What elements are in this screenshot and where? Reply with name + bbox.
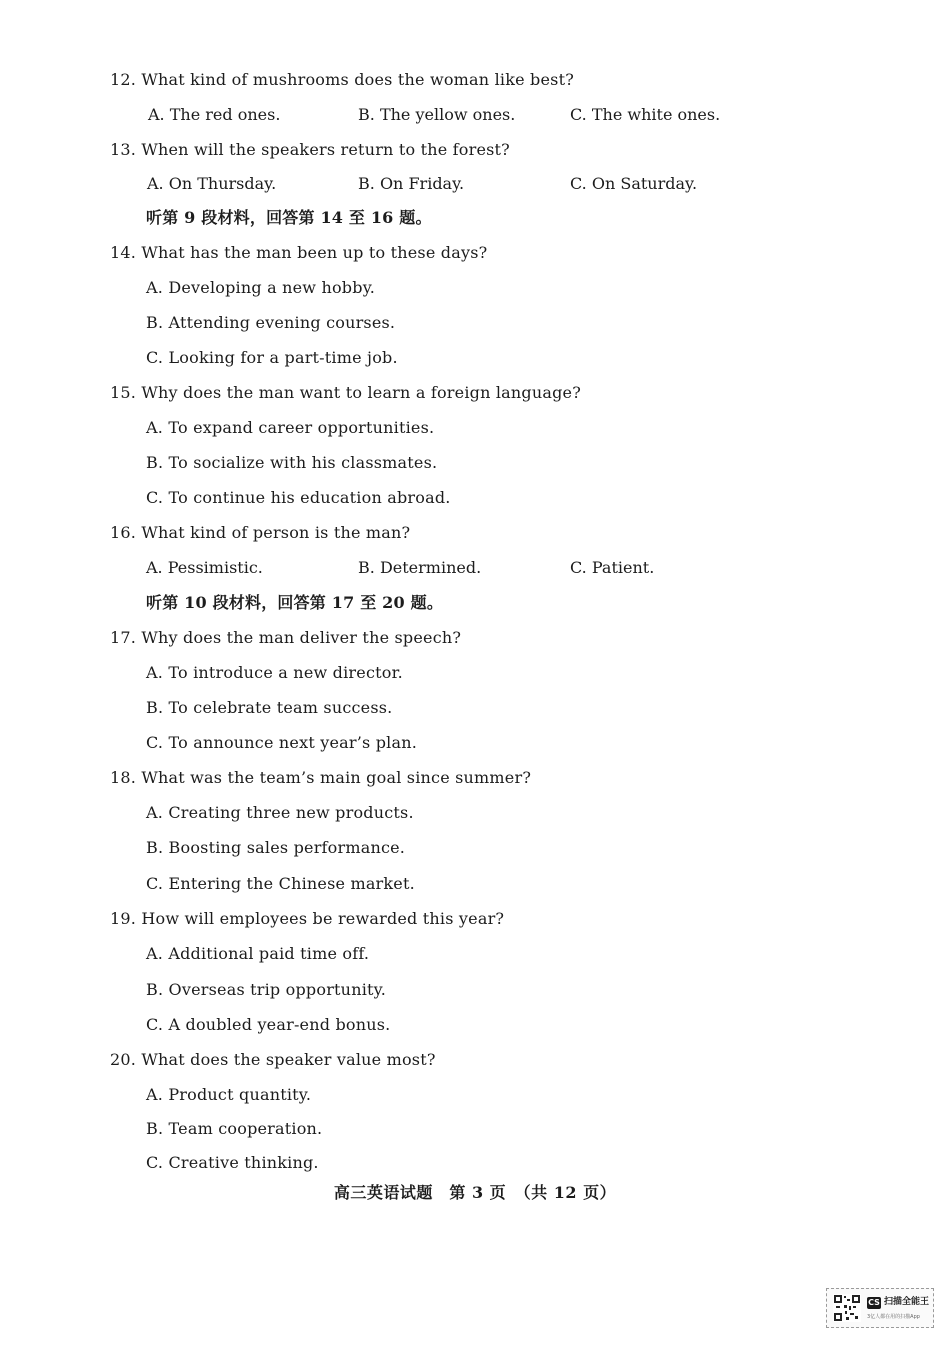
question-number: 18. (110, 768, 137, 787)
question-13 (110, 140, 510, 160)
option-a: A. On Thursday. (147, 174, 277, 193)
section-heading-passage-10: 听第 10 段材料，回答第 17 至 20 题。 (146, 593, 444, 612)
page-footer: 高三英语试题 第 3 页 （共 12 页） (333, 1183, 617, 1202)
option-b: B. Team cooperation. (146, 1119, 323, 1138)
question-text: Why does the man want to learn a foreign language? (141, 383, 581, 402)
option-a: A. Additional paid time off. (146, 944, 370, 963)
camscanner-logo-icon: CS (868, 1298, 880, 1307)
option-b: B. The yellow ones. (358, 105, 516, 124)
option-b: B. Overseas trip opportunity. (146, 980, 387, 999)
option-c: C. To continue his education abroad. (146, 488, 451, 507)
question-18 (110, 768, 531, 788)
watermark-subtitle: 3亿人都在用的扫描App (867, 1314, 920, 1320)
option-b: B. Determined. (358, 558, 482, 577)
question-20 (110, 1050, 436, 1070)
option-a: A. To introduce a new director. (146, 663, 403, 682)
option-a: A. Product quantity. (146, 1085, 312, 1104)
option-a: A. To expand career opportunities. (146, 418, 435, 437)
question-text: When will the speakers return to the forest? (141, 140, 510, 159)
question-number: 19. (110, 909, 137, 928)
question-number: 14. (110, 243, 137, 262)
option-a: A. The red ones. (148, 105, 281, 124)
option-c: C. Looking for a part-time job. (146, 348, 398, 367)
option-c: C. Creative thinking. (146, 1153, 319, 1172)
option-c: C. Entering the Chinese market. (146, 874, 415, 893)
question-15 (110, 383, 581, 403)
question-13-options (0, 174, 950, 196)
question-text: Why does the man deliver the speech? (141, 628, 462, 647)
question-number: 20. (110, 1050, 137, 1069)
question-12 (110, 70, 574, 90)
option-a: A. Developing a new hobby. (146, 278, 376, 297)
question-text: What kind of mushrooms does the woman like best? (141, 70, 574, 89)
section-heading-passage-9: 听第 9 段材料，回答第 14 至 16 题。 (146, 208, 432, 227)
scanner-watermark (826, 1288, 934, 1328)
option-b: B. On Friday. (358, 174, 465, 193)
question-text: How will employees be rewarded this year? (141, 909, 505, 928)
option-c: C. The white ones. (570, 105, 721, 124)
option-b: B. To socialize with his classmates. (146, 453, 438, 472)
watermark-title: 扫描全能王 (884, 1297, 930, 1307)
option-b: B. To celebrate team success. (146, 698, 393, 717)
option-c: C. To announce next year’s plan. (146, 733, 418, 752)
question-14 (110, 243, 487, 263)
qr-code-icon (833, 1294, 861, 1322)
question-text: What was the team’s main goal since summer? (141, 768, 532, 787)
option-b: B. Boosting sales performance. (146, 838, 406, 857)
question-text: What has the man been up to these days? (141, 243, 488, 262)
question-number: 12. (110, 70, 137, 89)
question-text: What kind of person is the man? (141, 523, 411, 542)
question-number: 17. (110, 628, 137, 647)
option-c: C. Patient. (570, 558, 655, 577)
question-16-options (0, 558, 950, 580)
question-16 (110, 523, 410, 543)
option-b: B. Attending evening courses. (146, 313, 396, 332)
option-a: A. Creating three new products. (146, 803, 414, 822)
question-12-options (0, 105, 950, 127)
option-c: C. On Saturday. (570, 174, 698, 193)
question-17 (110, 628, 461, 648)
question-19 (110, 909, 504, 929)
option-a: A. Pessimistic. (146, 558, 263, 577)
question-number: 16. (110, 523, 137, 542)
question-number: 13. (110, 140, 137, 159)
option-c: C. A doubled year-end bonus. (146, 1015, 391, 1034)
question-text: What does the speaker value most? (141, 1050, 436, 1069)
question-number: 15. (110, 383, 137, 402)
